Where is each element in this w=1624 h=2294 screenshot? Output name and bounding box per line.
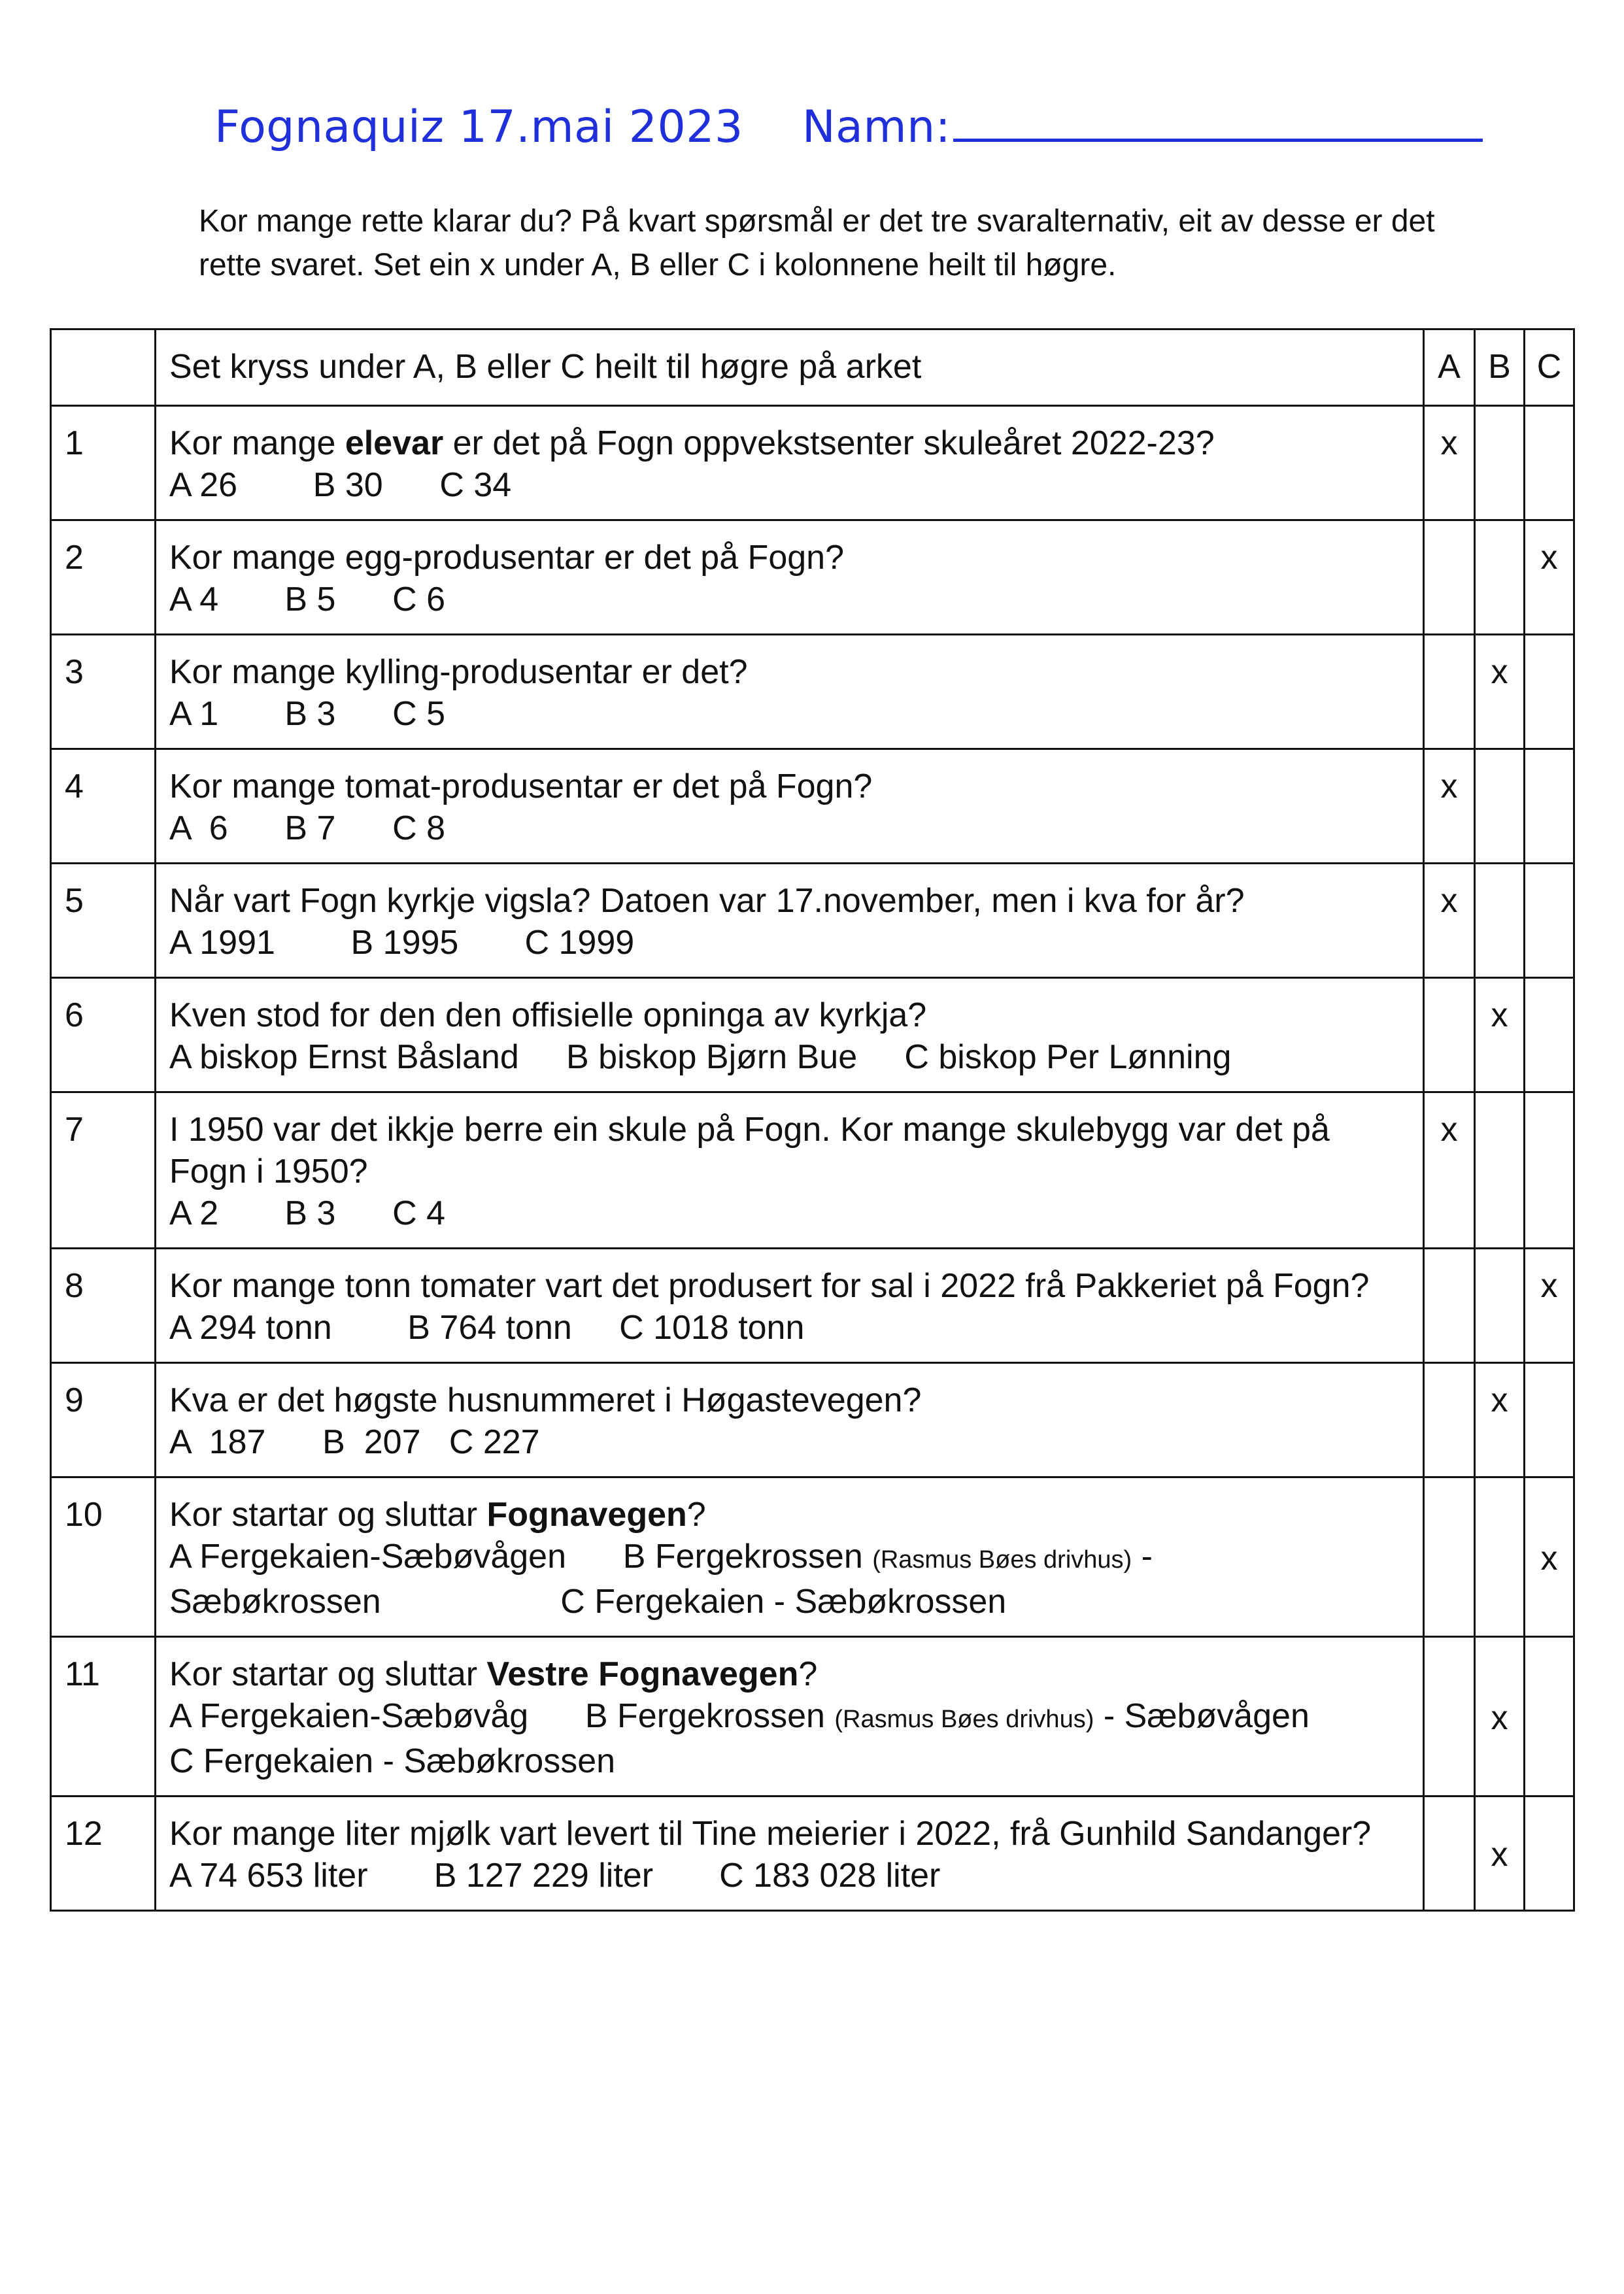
answer-box-c[interactable] [1525, 1092, 1574, 1249]
question-cell [156, 1637, 1424, 1796]
header-col-a: A [1424, 329, 1475, 406]
answer-options-continued: Sæbøkrossen C Fergekaien - Sæbøkrossen [169, 1583, 1007, 1621]
question-number: 9 [51, 1363, 156, 1477]
question-number: 1 [51, 406, 156, 520]
answer-box-b[interactable]: x [1475, 1363, 1525, 1477]
answer-box-b[interactable]: x [1475, 1796, 1525, 1911]
answer-box-c[interactable] [1525, 1363, 1574, 1477]
question-number: 8 [51, 1249, 156, 1363]
answer-box-a[interactable] [1424, 1637, 1475, 1796]
table-row [51, 520, 1574, 635]
intro-text: Kor mange rette klarar du? På kvart spørsmål er det tre svaralternativ, eit av desse er det rette svaret. Set ein x under A, B eller C i kolonnene heilt til høgre. [199, 204, 1435, 282]
answer-box-c[interactable]: x [1525, 1249, 1574, 1363]
answer-options: A 1 B 3 C 5 [169, 695, 445, 733]
answer-box-c[interactable] [1525, 978, 1574, 1092]
answer-options: A 26 B 30 C 34 [169, 466, 512, 504]
answer-options: A biskop Ernst Båsland B biskop Bjørn Bue C biskop Per Lønning [169, 1038, 1232, 1076]
answer-box-b[interactable]: x [1475, 635, 1525, 749]
question-number: 7 [51, 1092, 156, 1249]
question-number: 12 [51, 1796, 156, 1911]
answer-box-b[interactable]: x [1475, 1637, 1525, 1796]
answer-box-b[interactable]: x [1475, 978, 1525, 1092]
answer-options: A Fergekaien-Sæbøvågen B Fergekrossen (Rasmus Bøes drivhus) - [169, 1538, 1153, 1576]
table-row [51, 1637, 1574, 1796]
table-row [51, 978, 1574, 1092]
answer-box-a[interactable] [1424, 1363, 1475, 1477]
question-number: 4 [51, 749, 156, 864]
question-number: 11 [51, 1637, 156, 1796]
answer-box-c[interactable] [1525, 864, 1574, 978]
question-text: Når vart Fogn kyrkje vigsla? Datoen var 17.november, men i kva for år? [169, 882, 1245, 920]
answer-box-a[interactable] [1424, 520, 1475, 635]
quiz-title: Fognaquiz 17.mai 2023 [214, 101, 743, 153]
answer-box-b[interactable] [1475, 864, 1525, 978]
answer-box-a[interactable]: x [1424, 749, 1475, 864]
name-blank-line[interactable] [953, 98, 1483, 142]
question-text: Kor mange kylling-produsentar er det? [169, 653, 748, 691]
answer-box-b[interactable] [1475, 406, 1525, 520]
header-num-cell [51, 329, 156, 406]
table-row [51, 1363, 1574, 1477]
answer-options: A 2 B 3 C 4 [169, 1194, 445, 1232]
answer-options: A 187 B 207 C 227 [169, 1423, 540, 1461]
option-note: (Rasmus Bøes drivhus) [872, 1546, 1132, 1574]
answer-box-c[interactable] [1525, 635, 1574, 749]
answer-box-c[interactable] [1525, 1637, 1574, 1796]
question-text: Kor startar og sluttar Vestre Fognavegen? [169, 1655, 818, 1693]
question-cell [156, 520, 1424, 635]
question-text: Kor startar og sluttar Fognavegen? [169, 1496, 706, 1534]
header-instruction: Set kryss under A, B eller C heilt til høgre på arket [156, 329, 1424, 406]
answer-box-a[interactable]: x [1424, 864, 1475, 978]
answer-box-a[interactable]: x [1424, 406, 1475, 520]
question-text: Kor mange liter mjølk vart levert til Tine meierier i 2022, frå Gunhild Sandanger? [169, 1815, 1372, 1853]
name-label: Namn: [802, 101, 951, 153]
answer-options: A Fergekaien-Sæbøvåg B Fergekrossen (Rasmus Bøes drivhus) - Sæbøvågen [169, 1697, 1310, 1735]
option-note: (Rasmus Bøes drivhus) [834, 1706, 1094, 1733]
question-text: Kor mange elevar er det på Fogn oppvekstsenter skuleåret 2022-23? [169, 424, 1215, 462]
answer-box-a[interactable] [1424, 1477, 1475, 1637]
question-bold: elevar [345, 424, 444, 462]
quiz-table [50, 328, 1575, 1912]
answer-box-c[interactable]: x [1525, 1477, 1574, 1637]
table-row [51, 864, 1574, 978]
question-text: Kor mange egg-produsentar er det på Fogn? [169, 539, 845, 577]
question-cell [156, 1477, 1424, 1637]
question-text: Kor mange tonn tomater vart det produsert for sal i 2022 frå Pakkeriet på Fogn? [169, 1267, 1370, 1305]
answer-box-a[interactable] [1424, 1796, 1475, 1911]
table-row [51, 406, 1574, 520]
table-row [51, 1092, 1574, 1249]
answer-options: A 4 B 5 C 6 [169, 581, 445, 618]
table-row [51, 1249, 1574, 1363]
answer-box-a[interactable] [1424, 978, 1475, 1092]
question-cell [156, 406, 1424, 520]
answer-box-b[interactable] [1475, 1249, 1525, 1363]
question-number: 6 [51, 978, 156, 1092]
answer-box-c[interactable] [1525, 406, 1574, 520]
table-row [51, 1796, 1574, 1911]
question-text: Kor mange tomat-produsentar er det på Fogn? [169, 767, 873, 805]
answer-options: A 74 653 liter B 127 229 liter C 183 028 liter [169, 1857, 941, 1895]
question-number: 10 [51, 1477, 156, 1637]
answer-box-b[interactable] [1475, 520, 1525, 635]
answer-options-continued: C Fergekaien - Sæbøkrossen [169, 1742, 616, 1780]
question-number: 2 [51, 520, 156, 635]
header-col-b: B [1475, 329, 1525, 406]
question-cell [156, 749, 1424, 864]
question-cell [156, 1796, 1424, 1911]
answer-box-c[interactable] [1525, 1796, 1574, 1911]
answer-box-a[interactable]: x [1424, 1092, 1475, 1249]
page-title [214, 98, 1483, 153]
answer-box-a[interactable] [1424, 635, 1475, 749]
question-text: Kva er det høgste husnummeret i Høgastevegen? [169, 1381, 922, 1419]
question-cell [156, 1363, 1424, 1477]
question-cell [156, 635, 1424, 749]
answer-box-b[interactable] [1475, 1092, 1525, 1249]
answer-options: A 294 tonn B 764 tonn C 1018 tonn [169, 1309, 805, 1347]
table-row [51, 749, 1574, 864]
table-row [51, 635, 1574, 749]
answer-options: A 1991 B 1995 C 1999 [169, 924, 635, 962]
answer-box-c[interactable]: x [1525, 520, 1574, 635]
question-cell [156, 1092, 1424, 1249]
answer-box-b[interactable] [1475, 749, 1525, 864]
table-header-row [51, 329, 1574, 406]
answer-box-b[interactable] [1475, 1477, 1525, 1637]
question-cell [156, 1249, 1424, 1363]
header-col-c: C [1525, 329, 1574, 406]
answer-options: A 6 B 7 C 8 [169, 809, 445, 847]
answer-box-c[interactable] [1525, 749, 1574, 864]
question-text: I 1950 var det ikkje berre ein skule på Fogn. Kor mange skulebygg var det på Fogn i 1950? [169, 1111, 1330, 1190]
question-cell [156, 978, 1424, 1092]
question-number: 5 [51, 864, 156, 978]
table-row [51, 1477, 1574, 1637]
question-bold: Vestre Fognavegen [486, 1655, 799, 1693]
question-number: 3 [51, 635, 156, 749]
answer-box-a[interactable] [1424, 1249, 1475, 1363]
question-text: Kven stod for den den offisielle opninga av kyrkja? [169, 996, 927, 1034]
question-cell [156, 864, 1424, 978]
question-bold: Fognavegen [486, 1496, 687, 1534]
